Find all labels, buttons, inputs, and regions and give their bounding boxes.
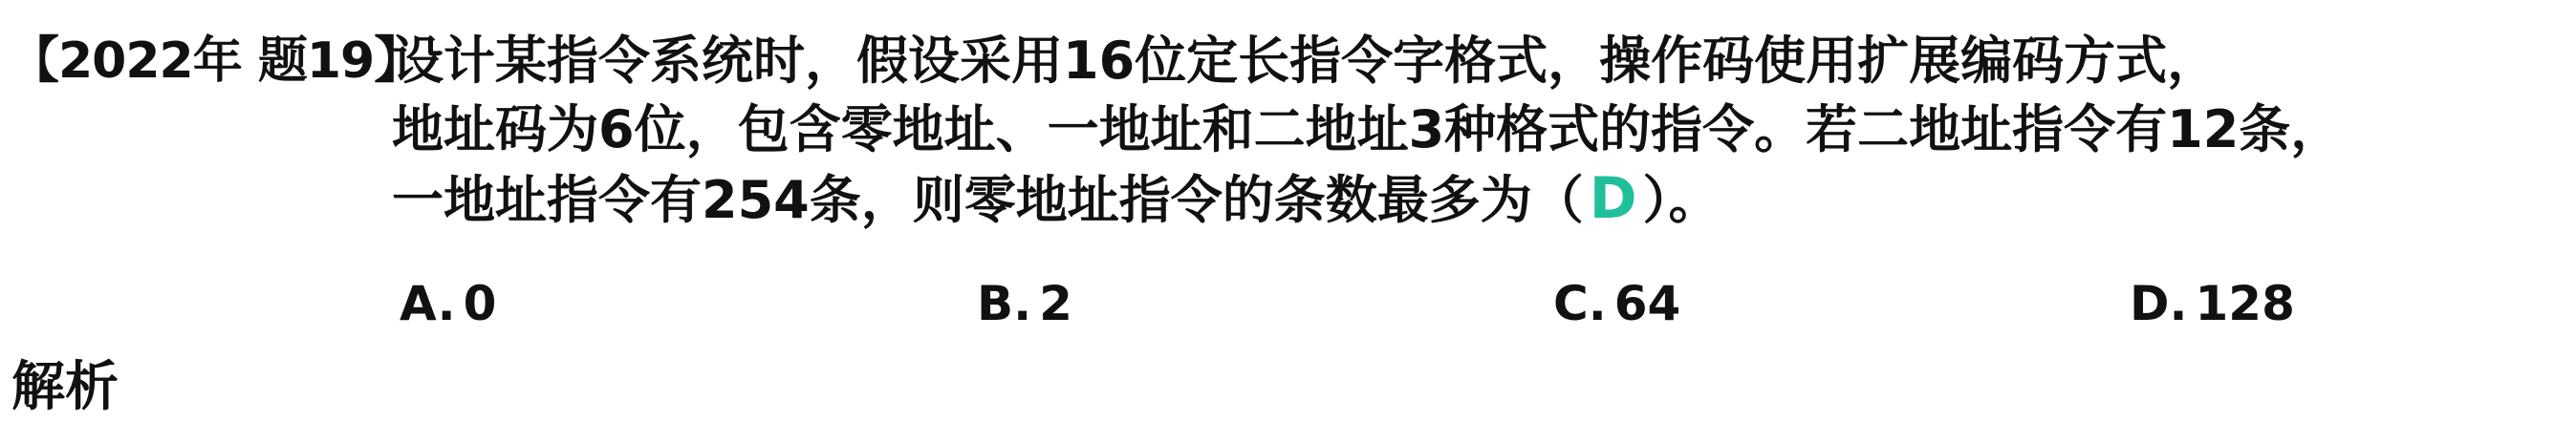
question-number: 【2022年 题19】 (10, 32, 423, 90)
stem-line-3 (392, 164, 2543, 235)
option-c-letter: C. (1553, 276, 1607, 331)
option-a-letter: A. (400, 276, 456, 331)
option-a (400, 269, 496, 338)
answer-letter: D (1589, 165, 1637, 232)
option-d (2130, 269, 2295, 338)
stem-line-1: 设计某指令系统时，假设采用16位定长指令字格式，操作码使用扩展编码方式， (392, 31, 2219, 91)
option-b-letter: B. (977, 276, 1032, 331)
stem-line-3-text: 一地址指令有254条，则零地址指令的条数最多为（ (392, 170, 1584, 230)
option-b (977, 269, 1072, 338)
analysis-heading: 解析 (11, 356, 119, 418)
option-b-value: 2 (1039, 276, 1072, 331)
option-c (1553, 269, 1680, 338)
option-c-value: 64 (1613, 276, 1681, 331)
option-d-value: 128 (2195, 276, 2295, 331)
question-stem (392, 27, 2543, 235)
stem-line-2: 地址码为6位，包含零地址、一地址和二地址3种格式的指令。若二地址指令有12条， (392, 99, 2343, 159)
options-row (0, 269, 2576, 338)
option-a-value: 0 (463, 276, 497, 331)
option-d-letter: D. (2130, 276, 2188, 331)
stem-tail: ）。 (1642, 170, 1721, 230)
